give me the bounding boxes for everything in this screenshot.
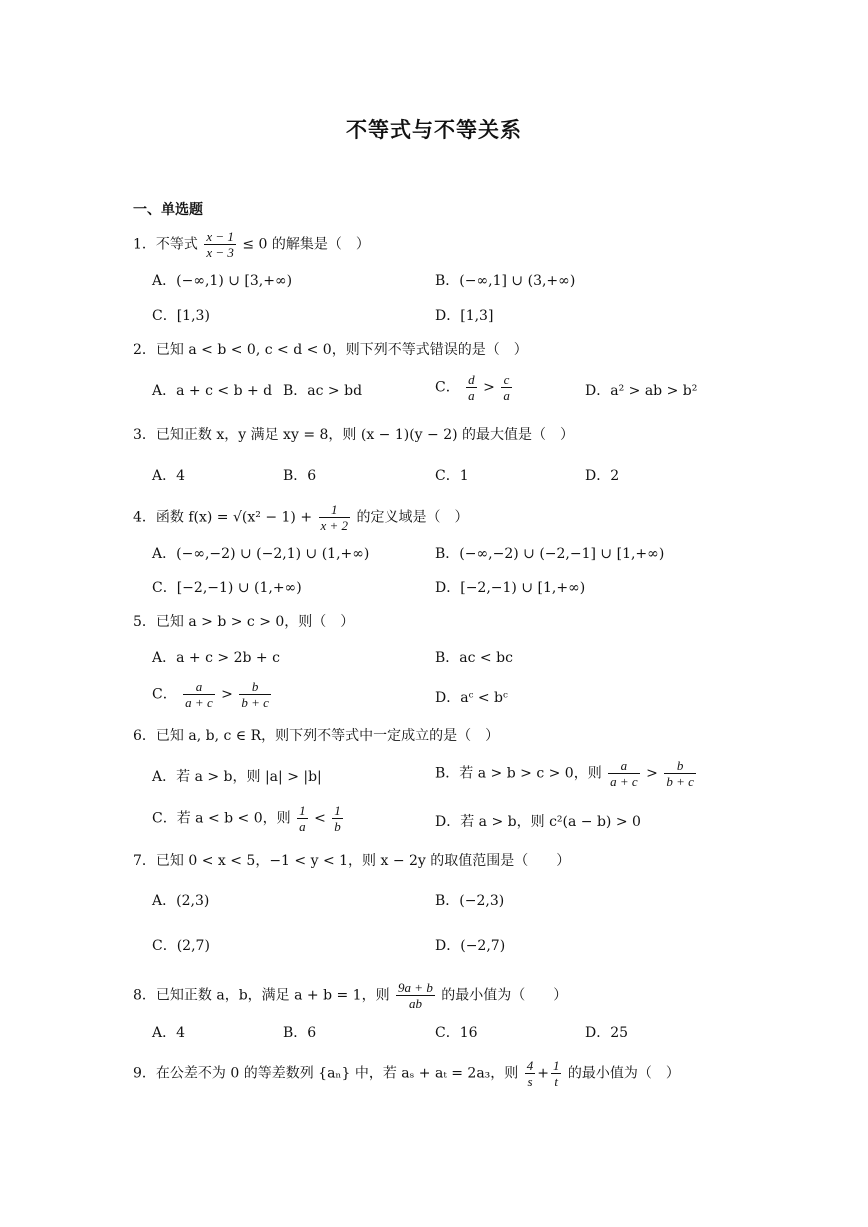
question-5-option-a: A．a + c > 2b + c: [152, 650, 280, 666]
question-8-stem: [133, 980, 567, 1011]
question-8-option-c: C．16: [435, 1025, 478, 1041]
fraction: $\frac{b}{b + c}$: [241, 679, 269, 710]
question-6-stem: 6．已知 a, b, c ∈ R，则下列不等式中一定成立的是（ ）: [133, 728, 500, 744]
fraction: $\frac{1}{a}$: [299, 803, 306, 834]
fraction: [204, 229, 236, 260]
question-4-option-a: A．(−∞,−2) ∪ (−2,1) ∪ (1,+∞): [152, 546, 370, 562]
stem-text: ≤ 0 的解集是（ ）: [242, 236, 370, 253]
question-4-option-c: C．[−2,−1) ∪ (1,+∞): [152, 580, 302, 596]
question-4-option-d: D．[−2,−1) ∪ [1,+∞): [435, 580, 586, 596]
question-6-option-d: D．若 a > b，则 c²(a − b) > 0: [435, 814, 641, 830]
fraction-numerator: x − 1: [206, 229, 234, 244]
question-6-option-b: B．若 a > b > c > 0，则 $\frac{a}{a + c}$ > $\frac{b}{b + c}$: [435, 758, 694, 789]
question-1-option-c: C．[1,3): [152, 308, 210, 324]
section-heading: 一、单选题: [133, 202, 203, 218]
fraction: $\frac{a}{a + c}$: [610, 758, 638, 789]
question-9-stem: 9．在公差不为 0 的等差数列 {aₙ} 中，若 aₛ + aₜ = 2a₃，则 $\frac{4}{s}$ + $\frac{1}{t}$ 的最小值为（ ）: [133, 1058, 680, 1089]
question-5-option-c: C． $\frac{a}{a + c}$ > $\frac{b}{b + c}$: [152, 679, 269, 710]
question-6-option-c: C．若 a < b < 0，则 $\frac{1}{a}$ < $\frac{1}{b}$: [152, 803, 341, 834]
question-1-option-b: B．(−∞,1] ∪ (3,+∞): [435, 273, 576, 289]
question-1-option-a: A．(−∞,1) ∪ [3,+∞): [152, 273, 293, 289]
fraction: $\frac{1}{b}$: [334, 803, 341, 834]
question-7-stem: 7．已知 0 < x < 5，−1 < y < 1，则 x − 2y 的取值范围是（ ）: [133, 853, 571, 869]
stem-text: 4．函数 f(x) = √(x² − 1) +: [133, 509, 313, 526]
stem-text: 的定义域是（ ）: [356, 509, 469, 526]
question-2-stem: 2．已知 a < b < 0, c < d < 0，则下列不等式错误的是（ ）: [133, 342, 528, 358]
fraction: $\frac{a}{a + c}$: [185, 679, 213, 710]
stem-text: 的最小值为（ ）: [567, 1065, 680, 1082]
question-2-option-b: B．ac > bd: [283, 383, 363, 399]
stem-text: 的最小值为（ ）: [441, 987, 568, 1004]
question-2-option-c: C． $\frac{d}{a}$ > $\frac{c}{a}$: [435, 372, 510, 403]
page-title: 不等式与不等关系: [346, 117, 522, 142]
question-7-option-c: C．(2,7): [152, 938, 210, 954]
stem-text: 9．在公差不为 0 的等差数列 {aₙ} 中，若 aₛ + aₜ = 2a₃，则: [133, 1065, 519, 1082]
question-5-option-b: B．ac < bc: [435, 650, 513, 666]
question-5-stem: 5．已知 a > b > c > 0，则（ ）: [133, 614, 355, 630]
question-3-option-a: A．4: [152, 468, 186, 484]
question-2-option-d: D．a² > ab > b²: [585, 383, 698, 399]
fraction: $\frac{b}{b + c}$: [666, 758, 694, 789]
question-1-option-d: D．[1,3]: [435, 308, 494, 324]
stem-text: 8．已知正数 a，b，满足 a + b = 1，则: [133, 987, 390, 1004]
fraction-denominator: x − 3: [206, 245, 234, 260]
fraction: $\frac{4}{s}$: [526, 1058, 534, 1089]
fraction: $\frac{1}{t}$: [552, 1058, 560, 1089]
question-4-option-b: B．(−∞,−2) ∪ (−2,−1] ∪ [1,+∞): [435, 546, 665, 562]
question-3-option-b: B．6: [283, 468, 317, 484]
question-6-option-a: A．若 a > b，则 |a| > |b|: [152, 769, 322, 785]
fraction: $\frac{d}{a}$: [468, 372, 475, 403]
question-2-option-a: A．a + c < b + d: [152, 383, 273, 399]
question-5-option-d: D．aᶜ < bᶜ: [435, 690, 508, 706]
question-3-option-c: C．1: [435, 468, 469, 484]
question-4-stem: [133, 502, 469, 533]
question-7-option-d: D．(−2,7): [435, 938, 506, 954]
fraction: $\frac{9a + b}{ab}$: [398, 980, 433, 1011]
fraction: $\frac{c}{a}$: [503, 372, 510, 403]
question-7-option-b: B．(−2,3): [435, 893, 505, 909]
question-8-option-a: A．4: [152, 1025, 186, 1041]
question-8-option-d: D．25: [585, 1025, 629, 1041]
question-3-stem: 3．已知正数 x，y 满足 xy = 8，则 (x − 1)(y − 2) 的最大值是（ ）: [133, 427, 575, 443]
fraction: $\frac{1}{x + 2}$: [320, 502, 349, 533]
question-1-stem: [133, 229, 370, 260]
stem-text: 1．不等式: [133, 236, 198, 253]
question-3-option-d: D．2: [585, 468, 620, 484]
question-7-option-a: A．(2,3): [152, 893, 210, 909]
question-8-option-b: B．6: [283, 1025, 317, 1041]
